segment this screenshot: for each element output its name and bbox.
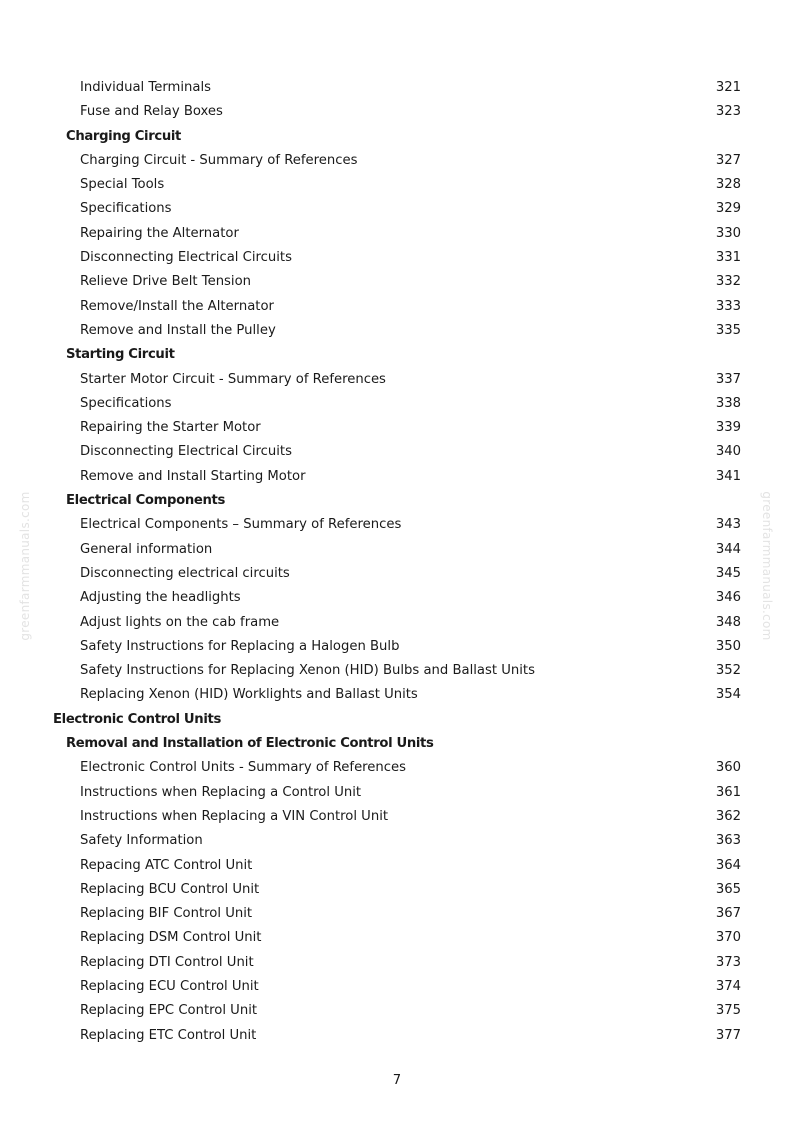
toc-entry[interactable] <box>0 805 794 829</box>
toc-entry-title: Remove and Install the Pulley <box>80 322 276 338</box>
toc-entry[interactable] <box>0 100 794 124</box>
toc-entry[interactable] <box>0 538 794 562</box>
toc-entry-title: General information <box>80 541 213 557</box>
toc-entry[interactable] <box>0 392 794 416</box>
toc-entry[interactable] <box>0 562 794 586</box>
toc-entry[interactable] <box>0 416 794 440</box>
toc-entry-title: Repacing ATC Control Unit <box>80 857 253 873</box>
toc-entry-title: Specifications <box>80 201 172 217</box>
toc-entry-title: Electronic Control Units <box>53 711 221 727</box>
toc-section-heading[interactable] <box>0 343 794 367</box>
toc-entry-page: 352 <box>715 663 741 679</box>
toc-entry[interactable] <box>0 173 794 197</box>
toc-section-heading[interactable] <box>0 489 794 513</box>
toc-entry-page: 354 <box>715 687 741 703</box>
toc-entry-page: 343 <box>715 517 741 533</box>
toc-entry-page: 321 <box>715 80 741 95</box>
toc-entry-title: Replacing Xenon (HID) Worklights and Ballast Units <box>80 687 418 703</box>
toc-entry-title: Disconnecting Electrical Circuits <box>80 444 292 460</box>
toc-entry[interactable] <box>0 465 794 489</box>
toc-entry-title: Charging Circuit <box>66 128 181 144</box>
toc-entry-title: Replacing DTI Control Unit <box>80 954 254 970</box>
toc-entry[interactable] <box>0 975 794 999</box>
toc-entry[interactable] <box>0 999 794 1023</box>
toc-entry-title: Charging Circuit - Summary of References <box>80 152 358 168</box>
toc-entry-page: 340 <box>715 444 741 460</box>
toc-entry[interactable] <box>0 368 794 392</box>
toc-entry-page: 333 <box>715 298 741 314</box>
watermark-left: greenfarmmanuals.com <box>18 491 32 641</box>
toc-entry-page: 332 <box>715 274 741 290</box>
toc-entry-page: 370 <box>715 930 741 946</box>
toc-entry-title: Removal and Installation of Electronic Control Units <box>66 736 434 752</box>
toc-entry-page: 335 <box>715 322 741 338</box>
toc-entry-title: Instructions when Replacing a VIN Control Unit <box>80 808 389 824</box>
toc-entry[interactable] <box>0 951 794 975</box>
toc-entry-title: Disconnecting electrical circuits <box>80 565 290 581</box>
toc-entry[interactable] <box>0 149 794 173</box>
toc-entry-page: 331 <box>715 250 741 266</box>
toc-entry[interactable] <box>0 683 794 707</box>
toc-entry-page: 338 <box>715 395 741 411</box>
toc-entry[interactable] <box>0 781 794 805</box>
toc-entry-page: 363 <box>715 833 741 849</box>
toc-entry[interactable] <box>0 270 794 294</box>
toc-entry[interactable] <box>0 586 794 610</box>
toc-entry-title: Safety Information <box>80 833 203 849</box>
toc-entry-title: Instructions when Replacing a Control Unit <box>80 784 362 800</box>
toc-entry-page: 350 <box>715 638 741 654</box>
toc-section-heading[interactable] <box>0 708 794 732</box>
toc-entry-page: 374 <box>715 978 741 994</box>
toc-entry[interactable] <box>0 854 794 878</box>
toc-entry-title: Specifications <box>80 395 172 411</box>
toc-entry-title: Adjust lights on the cab frame <box>80 614 280 630</box>
toc-entry-title: Replacing DSM Control Unit <box>80 930 262 946</box>
toc-entry-page: 323 <box>715 104 741 120</box>
page-number: 7 <box>392 1073 402 1088</box>
toc-entry[interactable] <box>0 222 794 246</box>
toc-entry[interactable] <box>0 1024 794 1048</box>
toc-entry-page: 327 <box>715 152 741 168</box>
toc-entry-page: 364 <box>715 857 741 873</box>
toc-entry[interactable] <box>0 756 794 780</box>
toc-entry-page: 375 <box>715 1003 741 1019</box>
toc-entry-title: Replacing ECU Control Unit <box>80 978 259 994</box>
toc-entry-page: 365 <box>715 881 741 897</box>
toc-entry-title: Starting Circuit <box>66 347 175 363</box>
toc-entry-title: Adjusting the headlights <box>80 590 241 606</box>
toc-entry-page: 330 <box>715 225 741 241</box>
toc-entry-title: Starter Motor Circuit - Summary of References <box>80 371 386 387</box>
toc-entry-title: Safety Instructions for Replacing a Halogen Bulb <box>80 638 400 654</box>
toc-entry-title: Remove and Install Starting Motor <box>80 468 306 484</box>
toc-entry[interactable] <box>0 611 794 635</box>
toc-entry-title: Repairing the Alternator <box>80 225 239 241</box>
toc-entry-title: Special Tools <box>80 177 165 193</box>
toc-entry[interactable] <box>0 246 794 270</box>
toc-entry-page: 337 <box>715 371 741 387</box>
table-of-contents <box>0 76 794 1048</box>
toc-entry-title: Relieve Drive Belt Tension <box>80 274 252 290</box>
toc-entry-page: 328 <box>715 177 741 193</box>
toc-entry-page: 367 <box>715 906 741 922</box>
toc-entry-page: 373 <box>715 954 741 970</box>
toc-entry-title: Repairing the Starter Motor <box>80 420 261 436</box>
toc-entry-title: Fuse and Relay Boxes <box>80 104 223 120</box>
toc-entry[interactable] <box>0 76 794 100</box>
toc-entry-page: 362 <box>715 808 741 824</box>
toc-entry-title: Individual Terminals <box>80 80 212 95</box>
toc-entry-title: Electrical Components <box>66 493 225 509</box>
toc-entry-title: Replacing ETC Control Unit <box>80 1027 257 1043</box>
toc-entry[interactable] <box>0 926 794 950</box>
toc-entry-page: 339 <box>715 420 741 436</box>
toc-entry-page: 344 <box>715 541 741 557</box>
toc-entry-page: 345 <box>715 565 741 581</box>
toc-section-heading[interactable] <box>0 125 794 149</box>
toc-entry-title: Remove/Install the Alternator <box>80 298 274 314</box>
toc-entry[interactable] <box>0 635 794 659</box>
toc-entry[interactable] <box>0 829 794 853</box>
toc-entry[interactable] <box>0 197 794 221</box>
toc-entry-page: 360 <box>715 760 741 776</box>
toc-entry-page: 341 <box>715 468 741 484</box>
toc-entry[interactable] <box>0 878 794 902</box>
toc-entry-title: Safety Instructions for Replacing Xenon (HID) Bulbs and Ballast Units <box>80 663 535 679</box>
toc-entry-title: Disconnecting Electrical Circuits <box>80 250 292 266</box>
toc-entry-page: 346 <box>715 590 741 606</box>
toc-entry[interactable] <box>0 902 794 926</box>
watermark-right: greenfarmmanuals.com <box>760 491 774 641</box>
toc-entry-page: 377 <box>715 1027 741 1043</box>
toc-entry-title: Replacing EPC Control Unit <box>80 1003 258 1019</box>
toc-entry-title: Electrical Components – Summary of References <box>80 517 402 533</box>
toc-entry-title: Replacing BIF Control Unit <box>80 906 253 922</box>
toc-entry[interactable] <box>0 440 794 464</box>
toc-entry[interactable] <box>0 295 794 319</box>
toc-entry-title: Electronic Control Units - Summary of References <box>80 760 407 776</box>
toc-section-heading[interactable] <box>0 732 794 756</box>
toc-entry[interactable] <box>0 319 794 343</box>
toc-entry[interactable] <box>0 659 794 683</box>
toc-entry-page: 348 <box>715 614 741 630</box>
toc-entry-title: Replacing BCU Control Unit <box>80 881 260 897</box>
toc-entry-page: 361 <box>715 784 741 800</box>
toc-entry[interactable] <box>0 513 794 537</box>
toc-entry-page: 329 <box>715 201 741 217</box>
